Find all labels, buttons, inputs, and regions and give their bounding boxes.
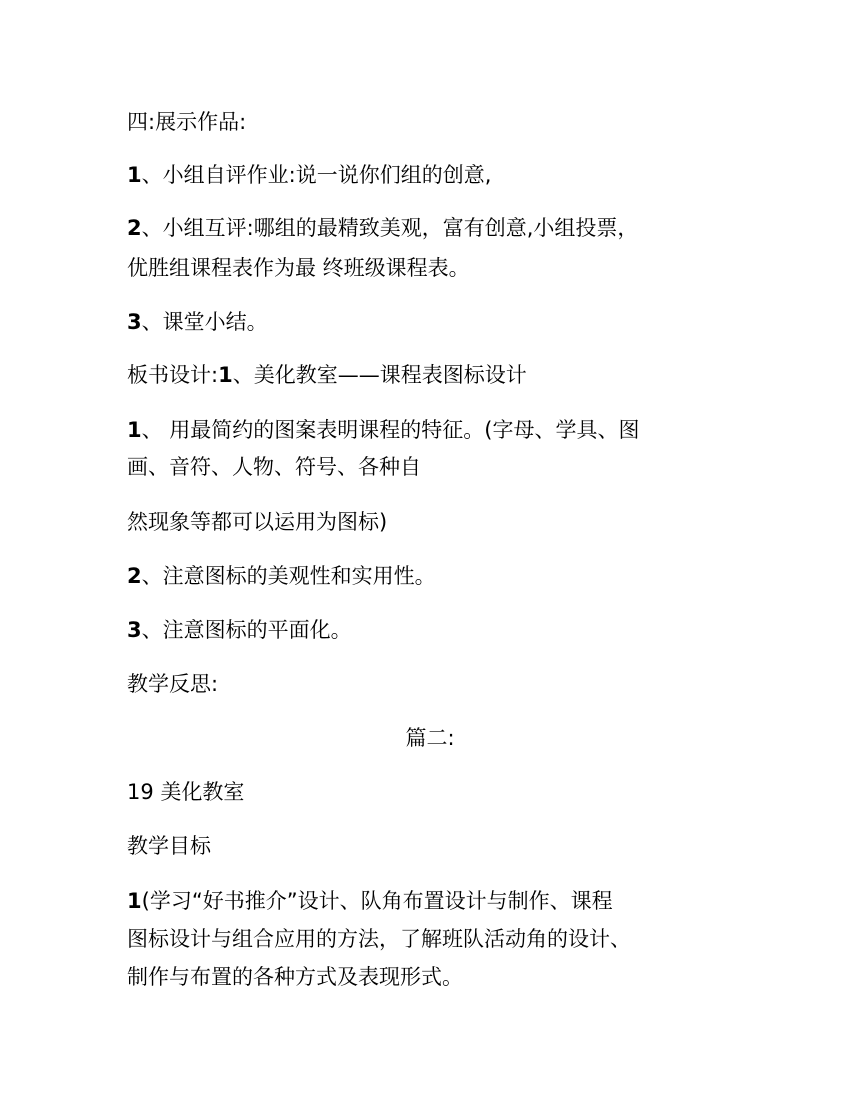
list-item-continuation <box>127 510 387 534</box>
list-number: 1 <box>127 889 142 913</box>
section-heading-reflection <box>127 672 218 696</box>
line-text: 、小组互评:哪组的最精致美观，富有创意,小组投票， <box>141 216 639 240</box>
list-item <box>127 418 640 442</box>
line-text: 教学反思: <box>127 672 219 696</box>
list-item <box>127 163 491 187</box>
line-text: 19 美化教室 <box>127 780 245 804</box>
list-number: 3 <box>127 618 142 642</box>
list-number: 1 <box>127 418 142 442</box>
line-text: 制作与布置的各种方式及表现形式。 <box>127 965 463 989</box>
line-text: (学习“好书推介”设计、队角布置设计与制作、课程 <box>141 889 613 913</box>
list-item <box>127 310 268 334</box>
list-item <box>127 564 436 588</box>
line-text: 、课堂小结。 <box>141 310 268 334</box>
part-heading <box>0 726 860 750</box>
list-item <box>127 216 638 240</box>
list-number: 1 <box>218 363 233 387</box>
line-text: 图标设计与组合应用的方法，了解班队活动角的设计、 <box>127 927 631 951</box>
list-item-continuation <box>127 256 470 280</box>
line-text: 、小组自评作业:说一说你们组的创意, <box>141 163 492 187</box>
list-item-continuation <box>127 455 421 479</box>
list-item <box>127 618 352 642</box>
section-heading-objectives <box>127 834 211 858</box>
lesson-title <box>127 780 244 804</box>
list-number: 1 <box>127 163 142 187</box>
line-text: 、注意图标的平面化。 <box>141 618 352 642</box>
list-number: 2 <box>127 564 142 588</box>
line-text: 板书设计: <box>127 363 219 387</box>
line-text: 、注意图标的美观性和实用性。 <box>141 564 436 588</box>
line-text: 、 用最简约的图案表明课程的特征。(字母、学具、图 <box>141 418 640 442</box>
line-text: 教学目标 <box>127 834 211 858</box>
list-item-continuation <box>127 927 631 951</box>
line-text: 篇二: <box>405 726 455 750</box>
section-heading-show-works <box>127 110 246 134</box>
list-number: 3 <box>127 310 142 334</box>
line-text: 、美化教室——课程表图标设计 <box>232 363 527 387</box>
line-text: 优胜组课程表作为最 终班级课程表。 <box>127 256 470 280</box>
board-design-heading <box>127 363 527 387</box>
list-number: 2 <box>127 216 142 240</box>
list-item <box>127 889 613 913</box>
list-item-continuation <box>127 965 463 989</box>
line-text: 画、音符、人物、符号、各种自 <box>127 455 421 479</box>
line-text: 四:展示作品: <box>127 110 247 134</box>
line-text: 然现象等都可以运用为图标) <box>127 510 388 534</box>
